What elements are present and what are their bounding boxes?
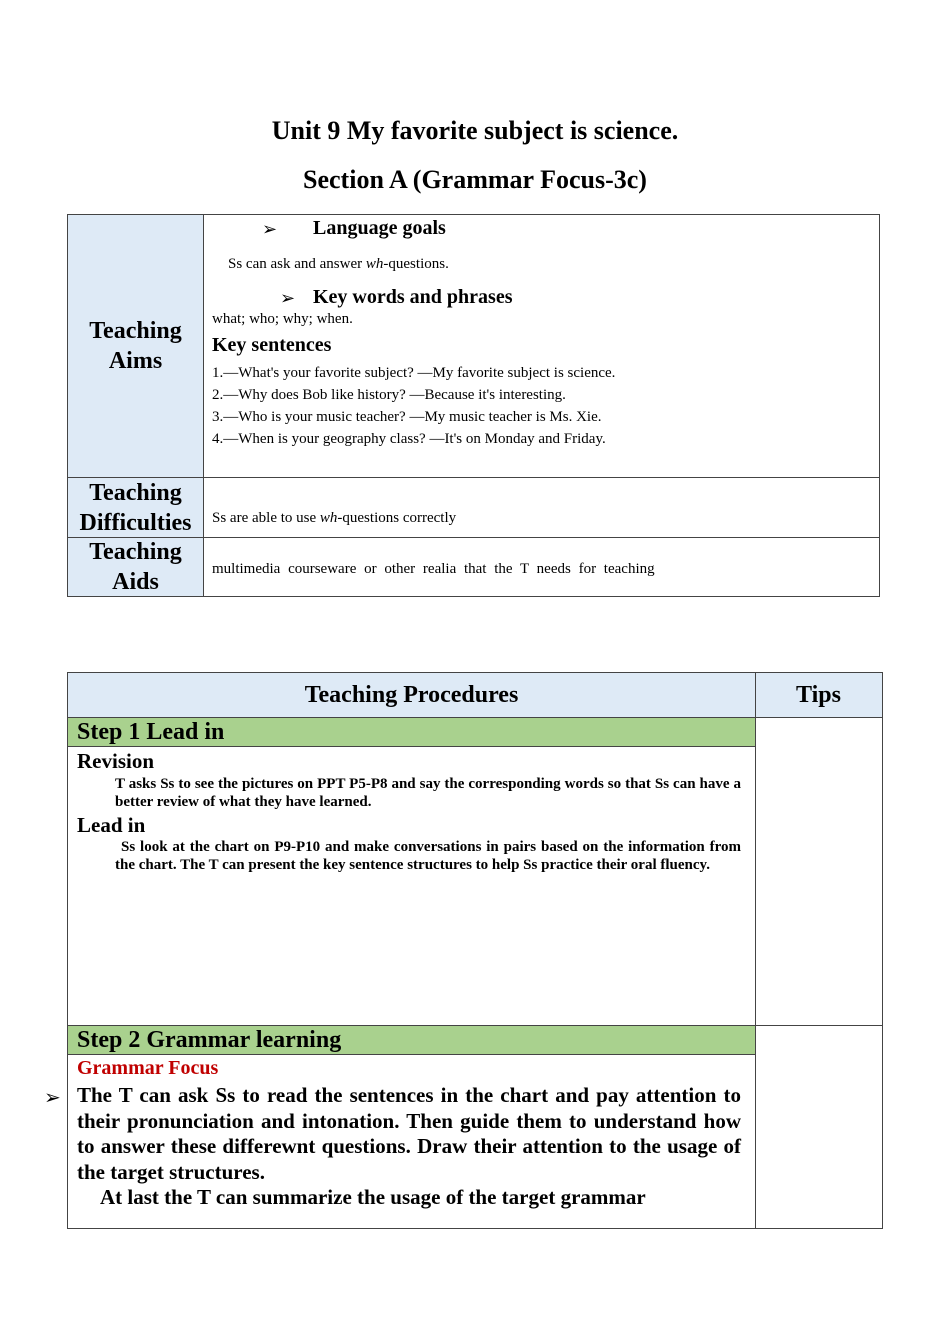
difficulties-text: Ss are able to use wh-questions correctly	[212, 510, 457, 526]
key-words-text: what; who; why; when.	[212, 311, 353, 327]
aids-row	[68, 538, 879, 596]
difficulties-label: Teaching Difficulties	[68, 478, 204, 537]
page-title: Unit 9 My favorite subject is science.	[271, 116, 679, 145]
procedures-table	[67, 672, 883, 1229]
grammar-focus-heading: Grammar Focus	[77, 1057, 219, 1079]
key-sentences-heading: Key sentences	[212, 334, 332, 356]
difficulties-row	[68, 478, 879, 538]
step1-title: Step 1 Lead in	[68, 717, 755, 747]
page-subtitle: Section A (Grammar Focus-3c)	[303, 165, 647, 194]
aims-label: Teaching Aims	[68, 215, 204, 477]
difficulties-content	[204, 478, 879, 537]
key-sentence: 2.—Why does Bob like history? —Because it's interesting.	[212, 387, 566, 403]
key-sentence: 3.—Who is your music teacher? —My music teacher is Ms. Xie.	[212, 409, 602, 425]
aids-label: Teaching Aids	[68, 538, 204, 596]
aids-content	[204, 538, 879, 596]
arrow-bullet-icon: ➢	[262, 219, 278, 239]
revision-heading: Revision	[77, 749, 155, 773]
aims-content	[204, 215, 879, 477]
key-sentence: 4.—When is your geography class? —It's on Monday and Friday.	[212, 431, 606, 447]
step2-title: Step 2 Grammar learning	[68, 1025, 755, 1055]
arrow-bullet-icon: ➢	[44, 1087, 61, 1109]
language-goals-heading: Language goals	[313, 217, 446, 239]
leadin-heading: Lead in	[77, 813, 146, 837]
column-divider	[755, 673, 756, 1228]
lesson-overview-table	[67, 214, 880, 597]
grammar-focus-text: The T can ask Ss to read the sentences in the chart and pay attention to their pronunciation and intonation. Then guide them to understand how to answer these differewnt questions. Draw their attention to the usage of the target structures.	[77, 1083, 741, 1184]
key-sentence: 1.—What's your favorite subject? —My favorite subject is science.	[212, 365, 616, 381]
key-words-heading: Key words and phrases	[313, 286, 513, 308]
leadin-text: Ss look at the chart on P9-P10 and make conversations in pairs based on the information from the chart. The T can present the key sentence structures to help Ss practice their oral fluency.	[115, 839, 741, 873]
aids-text: multimedia courseware or other realia that the T needs for teaching	[212, 561, 655, 577]
language-goals-text: Ss can ask and answer wh-questions.	[228, 256, 449, 272]
grammar-summary-text: At last the T can summarize the usage of the target grammar	[100, 1185, 646, 1209]
procedures-header: Teaching Procedures	[68, 673, 755, 718]
tips-header: Tips	[755, 673, 882, 718]
revision-text: T asks Ss to see the pictures on PPT P5-P8 and say the corresponding words so that Ss can have a better review of what they have learned.	[115, 776, 741, 810]
arrow-bullet-icon: ➢	[280, 288, 296, 308]
aims-row	[68, 215, 879, 478]
